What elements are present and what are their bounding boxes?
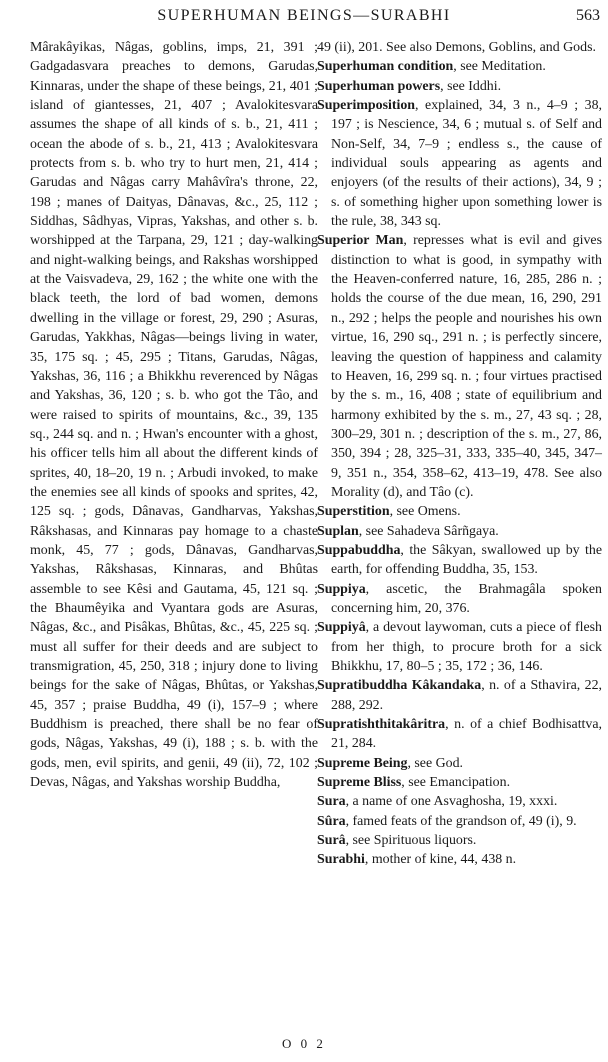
index-entry xyxy=(317,502,602,521)
left-column xyxy=(30,38,318,792)
index-entry-term: Suplan xyxy=(317,523,359,539)
index-entry xyxy=(317,618,602,676)
index-entry-term: Suppiyâ xyxy=(317,620,366,636)
index-entry xyxy=(317,231,602,502)
index-entry xyxy=(317,96,602,231)
index-entry-term: Superstition xyxy=(317,504,390,520)
right-column xyxy=(317,38,602,870)
index-entry xyxy=(317,57,602,76)
index-entry-text: , the Sâkyan, swallowed up by the earth, for offending Buddha, 35, 153. xyxy=(331,542,602,578)
running-head xyxy=(0,6,608,30)
index-entry-text: , a devout laywoman, cuts a piece of flesh from her thigh, to procure broth for a sick Bhikkhu, 17, 80–5 ; 35, 172 ; 36, 146. xyxy=(331,620,602,674)
index-entry-text: , famed feats of the grandson of, 49 (i), 9. xyxy=(345,813,577,829)
index-entry-term: Superior Man xyxy=(317,233,404,249)
index-entry-term: Surâ xyxy=(317,833,346,849)
index-entry-term: Surabhi xyxy=(317,852,365,868)
index-entry-text: , mother of kine, 44, 438 n. xyxy=(364,852,517,868)
index-entry xyxy=(317,38,602,57)
index-entry-text: , represses what is evil and gives distinction to what is good, in sympathy with the Heaven-conferred nature, 16, 285, 286 n. ; holds the course of the due mean, 16, 290, 291 n., 292 ; helps the people and nourishes his own virtue, 16, 290 sq., 291 n. ; is perfectly sincere, leaving the question of happiness and calamity to Heaven, 16, 299 sq. n. ; four virtues practised by the s. m., 16, 408 ; state of equilibrium and harmony exhibited by the s. m., 27, 43 sq. ; 28, 300–29, 301 n. ; description of the s. m., 27, 86, 350, 394 ; 28, 325–31, 333, 335–40, 345, 347–9, 351 n., 354, 358–62, 413–19, 478. See also Morality (d), and Tâo (c). xyxy=(331,233,602,500)
index-entry-text: , n. of a Sthavira, 22, 288, 292. xyxy=(331,678,602,713)
index-entry-text: , ascetic, the Brahmagâla spoken concerning him, 20, 376. xyxy=(331,581,602,616)
index-entry-text: , see Meditation. xyxy=(453,59,546,75)
index-entry-term: Supreme Being xyxy=(317,755,408,771)
index-entry xyxy=(317,792,602,811)
page-number: 563 xyxy=(576,7,600,24)
index-entry xyxy=(317,812,602,831)
index-entry-term: Suppabuddha xyxy=(317,542,401,558)
index-entry xyxy=(317,676,602,715)
index-entry-term: Superhuman powers xyxy=(317,78,441,94)
index-entry-term: Sûra xyxy=(317,813,346,829)
index-entry-term: Suppiya xyxy=(317,581,366,597)
index-entry-text: , see Spirituous liquors. xyxy=(345,833,477,849)
index-entry-text: , see Emancipation. xyxy=(401,775,511,791)
index-entry-term: Superhuman condition xyxy=(317,59,454,75)
running-head-title: SUPERHUMAN BEINGS—SURABHI xyxy=(157,7,451,24)
index-entry xyxy=(317,77,602,96)
index-entry xyxy=(317,850,602,869)
index-entry xyxy=(317,541,602,580)
index-entry-term: Superimposition xyxy=(317,98,416,114)
index-entry xyxy=(317,831,602,850)
index-entry-text: , a name of one Asvaghosha, 19, xxxi. xyxy=(345,794,558,810)
index-entry xyxy=(317,773,602,792)
index-entry-text: , see Omens. xyxy=(389,504,461,520)
index-entry-term: Supratishthitakâritra xyxy=(317,717,446,733)
index-entry xyxy=(317,715,602,754)
index-entry-term: Supratibuddha Kâkandaka xyxy=(317,678,482,694)
index-entry-continuation: Mârakâyikas, Nâgas, goblins, imps, 21, 391 ; Gadgadasvara preaches to demons, Garudas, Kinnaras, under the shape of these beings, 21, 401 ; island of giantesses, 21, 407 ; Avalokitesvara assumes the shape of all kinds of s. b., 21, 411 ; ocean the abode of s. b., 21, 413 ; Avalokitesvara protects from s. b. who try to hurt men, 21, 414 ; Garudas and Nâgas carry Mahâvîra's throne, 22, 198 ; manes of Daityas, Dânavas, &c., 25, 112 ; Siddhas, Sâdhyas, Vipras, Yakshas, and other s. b. worshipped at the Tarpana, 29, 121 ; day-walking and night-walking beings, and Rakshas worshipped at the Vaisvadeva, 29, 162 ; the white one with the black teeth, the lord of bad women, demons dwelling in the village or forest, 29, 290 ; Asuras, Garudas, Yakkhas, Nâgas—beings living in water, 35, 175 sq. ; 45, 295 ; Titans, Garudas, Nâgas, Yakshas, 36, 116 ; a Bhikkhu reverenced by Nâgas and Yakshas, 36, 120 ; s. b. who got the Tâo, and were raised to spirits of mountains, &c., 39, 135 sq., 244 sq. and n. ; Hwan's encounter with a ghost, his officer tells him all about the different kinds of sprites, 40, 18–20, 19 n. ; Arbudi invoked, to make the enemies see all kinds of spooks and sprites, 42, 125 sq. ; gods, Dânavas, Gandharvas, Yakshas, Râkshasas, and Kinnaras pay homage to a chaste monk, 45, 77 ; gods, Dânavas, Gandharvas, Yakshas, Râkshasas, Kinnaras, and Bhûtas assemble to see Kêsi and Gautama, 45, 121 sq. ; the Bhaumêyika and Vyantara gods are Asuras, Nâgas, &c., and Pisâkas, Bhûtas, &c., 45, 225 sq. ; must all suffer for their deeds and are subject to transmigration, 45, 250, 318 ; injury done to living beings for the sake of Nâgas, Bhûtas, or Yakshas, 45, 357 ; praise Buddha, 49 (i), 157–9 ; where Buddhism is preached, there shall be no fear of gods, Nâgas, Yakshas, 49 (i), 188 ; s. b. with the gods, men, evil spirits, and genii, 49 (ii), 72, 102 ; Devas, Nâgas, and Yakshas worship Buddha, xyxy=(30,40,318,791)
index-entry-text: , n. of a chief Bodhisattva, 21, 284. xyxy=(331,717,602,752)
index-entry xyxy=(317,754,602,773)
index-entry-text: , see Iddhi. xyxy=(440,78,502,94)
index-entry xyxy=(317,580,602,619)
index-entry-text: , see God. xyxy=(407,755,463,771)
index-entry-term: Supreme Bliss xyxy=(317,775,402,791)
index-entry xyxy=(317,522,602,541)
index-entry-text: 49 (ii), 201. See also Demons, Goblins, and Gods. xyxy=(317,40,596,55)
index-entry-term: Sura xyxy=(317,794,346,810)
index-entry-text: , see Sahadeva Sârñgaya. xyxy=(358,523,499,539)
signature-mark: O 0 2 xyxy=(282,1036,326,1051)
index-entry-text: , explained, 34, 3 n., 4–9 ; 38, 197 ; is Nescience, 34, 6 ; mutual s. of Self and Non-Self, 34, 7–9 ; endless s., the cause of individual souls appearing as agents and enjoyers (of the results of their actions), 34, 9 ; s. of something higher upon something lower is the rule, 38, 343 sq. xyxy=(331,98,602,230)
